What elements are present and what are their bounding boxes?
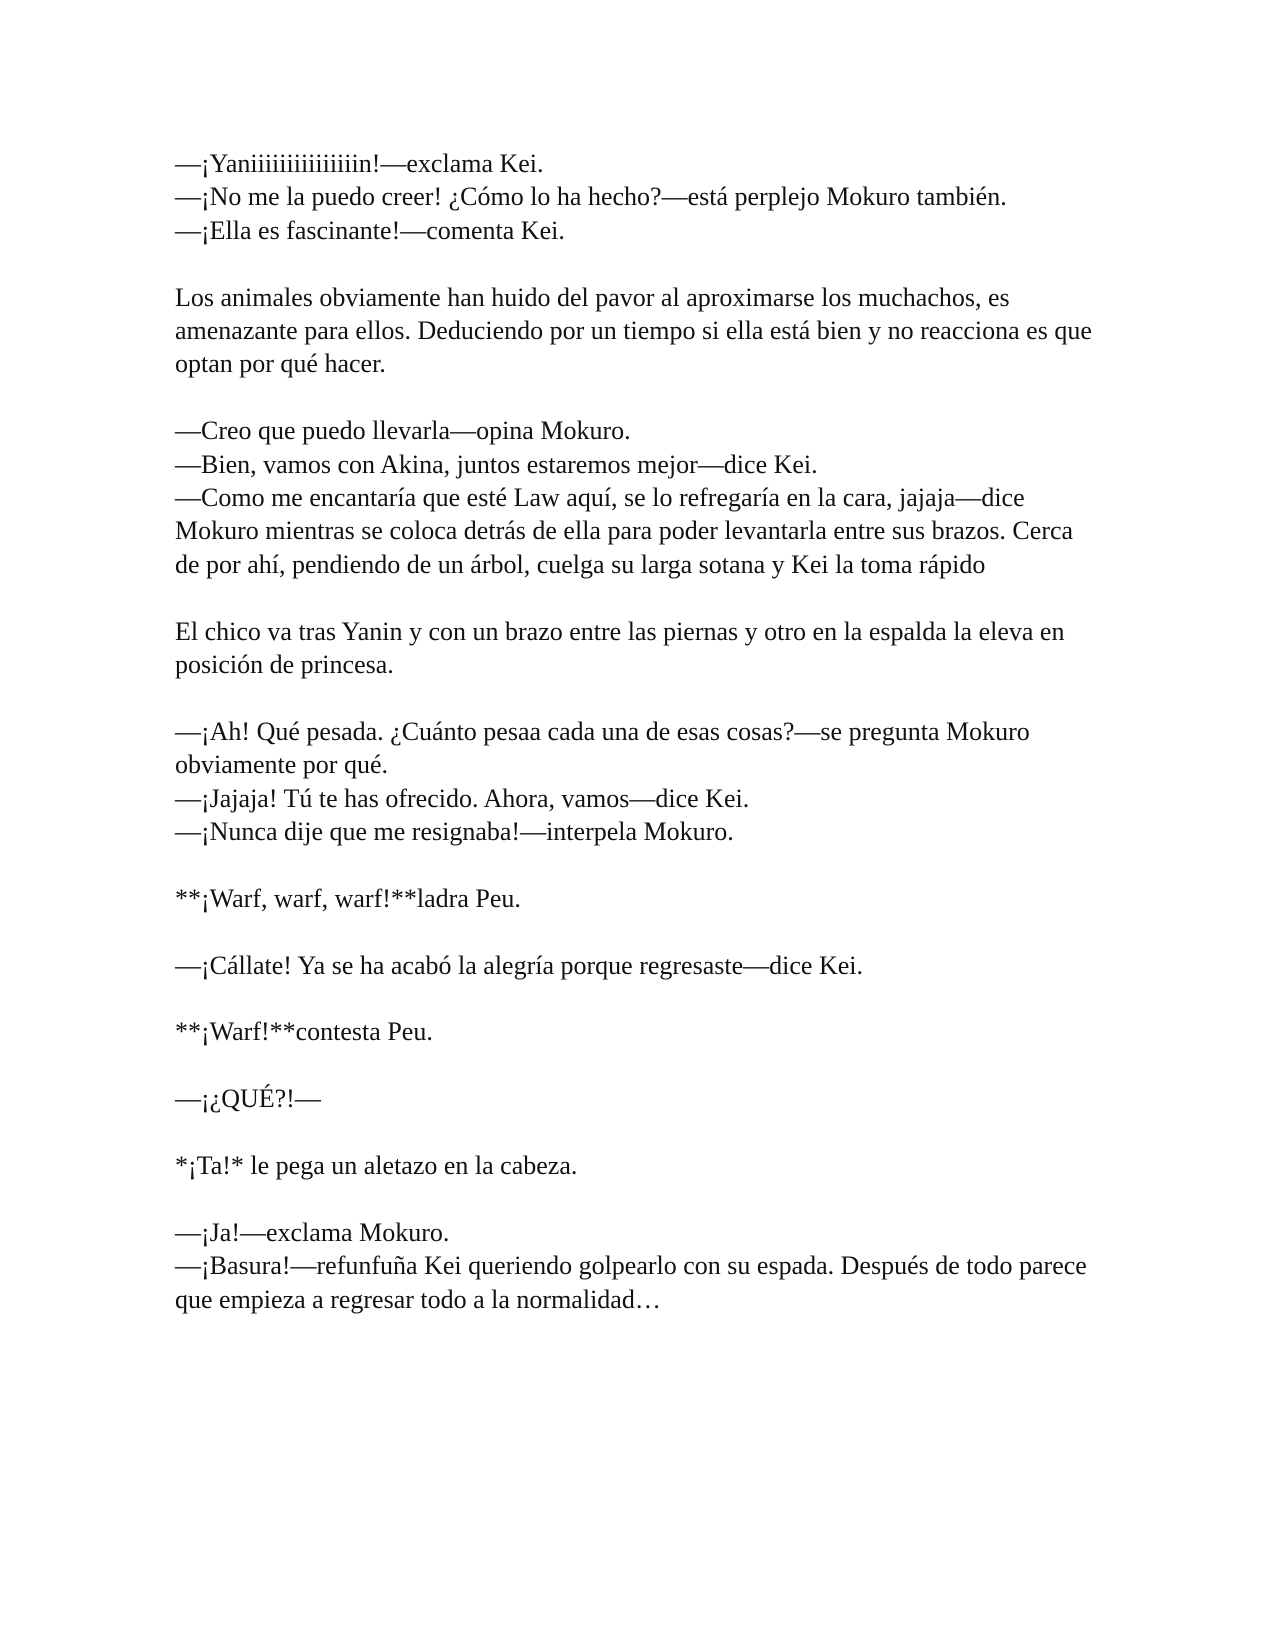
paragraph-gap (175, 982, 1095, 1015)
paragraph-gap (175, 581, 1095, 614)
dialogue-line: —¡Cállate! Ya se ha acabó la alegría porque regresaste—dice Kei. (175, 950, 863, 980)
dialogue-line: —¡Basura!—refunfuña Kei queriendo golpearlo con su espada. Después de todo parece que empieza a regresar todo a la normalidad… (175, 1251, 1087, 1314)
dialogue-line: —¡Ella es fascinante!—comenta Kei. (175, 215, 565, 245)
paragraph-gap (175, 915, 1095, 948)
dialogue-line: —¡Nunca dije que me resignaba!—interpela Mokuro. (175, 817, 734, 847)
paragraph-gap (175, 1182, 1095, 1215)
dialogue-line: —¡Yaniiiiiiiiiiiiiiin!—exclama Kei. (175, 149, 544, 178)
dialogue-line: —¡Jajaja! Tú te has ofrecido. Ahora, vamos—dice Kei. (175, 783, 750, 813)
dialogue-line: —Como me encantaría que esté Law aquí, se lo refregaría en la cara, jajaja—dice Mokuro mientras se coloca detrás de ella para poder levantarla entre sus brazos. Cerca de por ahí, pendiendo de un árbol, cuelga su larga sotana y Kei la toma rápido (175, 483, 1074, 579)
sound-effect-line: **¡Warf!**contesta Peu. (175, 1017, 433, 1047)
sound-effect-line: *¡Ta!* le pega un aletazo en la cabeza. (175, 1151, 578, 1181)
paragraph-gap (175, 848, 1095, 881)
paragraph-gap (175, 381, 1095, 414)
dialogue-line: —¡Ah! Qué pesada. ¿Cuánto pesaa cada una de esas cosas?—se pregunta Mokuro obviamente por qué. (175, 716, 1030, 780)
paragraph-gap (175, 1049, 1095, 1082)
sound-effect-line: **¡Warf, warf, warf!**ladra Peu. (175, 883, 521, 913)
paragraph-gap (175, 1116, 1095, 1149)
document-body (175, 147, 1095, 1316)
dialogue-line: —¡¿QUÉ?!— (175, 1084, 321, 1114)
paragraph-gap (175, 681, 1095, 714)
paragraph-gap (175, 247, 1095, 280)
narration-paragraph: Los animales obviamente han huido del pavor al aproximarse los muchachos, es amenazante para ellos. Deduciendo por un tiempo si ella está bien y no reacciona es que optan por qué hacer. (175, 282, 1092, 379)
narration-paragraph: El chico va tras Yanin y con un brazo entre las piernas y otro en la espalda la eleva en posición de princesa. (175, 616, 1065, 680)
dialogue-line: —¡Ja!—exclama Mokuro. (175, 1217, 450, 1247)
dialogue-line: —¡No me la puedo creer! ¿Cómo lo ha hecho?—está perplejo Mokuro también. (175, 182, 1007, 212)
dialogue-line: —Creo que puedo llevarla—opina Mokuro. (175, 416, 631, 446)
dialogue-line: —Bien, vamos con Akina, juntos estaremos mejor—dice Kei. (175, 449, 818, 479)
